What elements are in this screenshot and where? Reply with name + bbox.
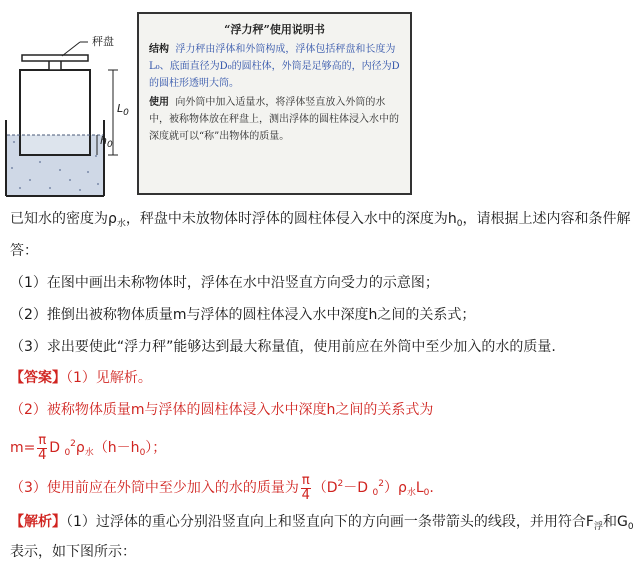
answer-3: （3）使用前应在外筒中至少加入的水的质量为 $\frac{\pi}{4}$ （$D^2-D$ $_0^2)\rho_水L_0$. <box>10 472 434 503</box>
manual-use-text: 向外筒中加入适量水，将浮体竖直放入外筒的水中，被称物体放在秤盘上，测出浮体的圆柱体浸入水中的深度就可以“称”出物体的质量。 <box>149 97 399 142</box>
question-intro-line2: 答： <box>10 243 38 259</box>
answer-tag: 【答案】 <box>10 370 66 386</box>
manual-structure-head: 结构 <box>149 44 169 55</box>
pan-label: 秤盘 <box>92 35 114 48</box>
apparatus-drawing <box>0 30 135 205</box>
manual-use-head: 使用 <box>149 97 169 108</box>
manual-title: “浮力秤”使用说明书 <box>224 23 325 36</box>
analysis-tag: 【解析】 <box>10 514 66 530</box>
answer-formula-1: m= $\frac{\pi}{4}$ D $_0^2\rho_水(h-h_0)$； <box>10 432 167 463</box>
manual-structure-text: 浮力秤由浮体和外筒构成，浮体包括秤盘和长度为L₀、底面直径为D₀的圆柱体，外筒是足够高的，内径为D的圆柱形透明大筒。 <box>149 44 400 89</box>
question-2: （2）推倒出被称物体质量m与浮体的圆柱体浸入水中深度h之间的关系式； <box>10 307 476 323</box>
float-cylinder-submerged <box>21 135 89 154</box>
analysis-line2: 表示，如下图所示： <box>10 544 136 560</box>
answer-2: （2）被称物体质量m与浮体的圆柱体浸入水中深度h之间的关系式为 <box>10 402 434 418</box>
manual-structure <box>139 41 410 92</box>
pan-pointer <box>62 42 80 56</box>
manual-use <box>139 94 410 145</box>
answer-line1 <box>10 368 152 388</box>
answer-1: （1）见解析。 <box>66 370 152 386</box>
scale-pan <box>22 55 88 61</box>
instruction-manual-box <box>137 12 412 195</box>
analysis-line1: 【解析】（1）过浮体的重心分别沿竖直向上和竖直向下的方向画一条带箭头的线段，并用符合$F_浮$和$G_0$ <box>10 514 634 532</box>
h0-label: $h_0$ <box>100 134 113 150</box>
float-scale-figure <box>0 30 135 205</box>
L0-label: $L_0$ <box>117 102 129 118</box>
question-1: （1）在图中画出未称物体时，浮体在水中沿竖直方向受力的示意图； <box>10 275 439 291</box>
question-intro-line1: 已知水的密度为$\rho_水$，秤盘中未放物体时浮体的圆柱体侵入水中的深度为$h_0$，请根据上述内容和条件解 <box>10 211 631 229</box>
question-3: （3）求出要使此“浮力秤”能够达到最大称量值，使用前应在外筒中至少加入的水的质量. <box>10 339 556 355</box>
